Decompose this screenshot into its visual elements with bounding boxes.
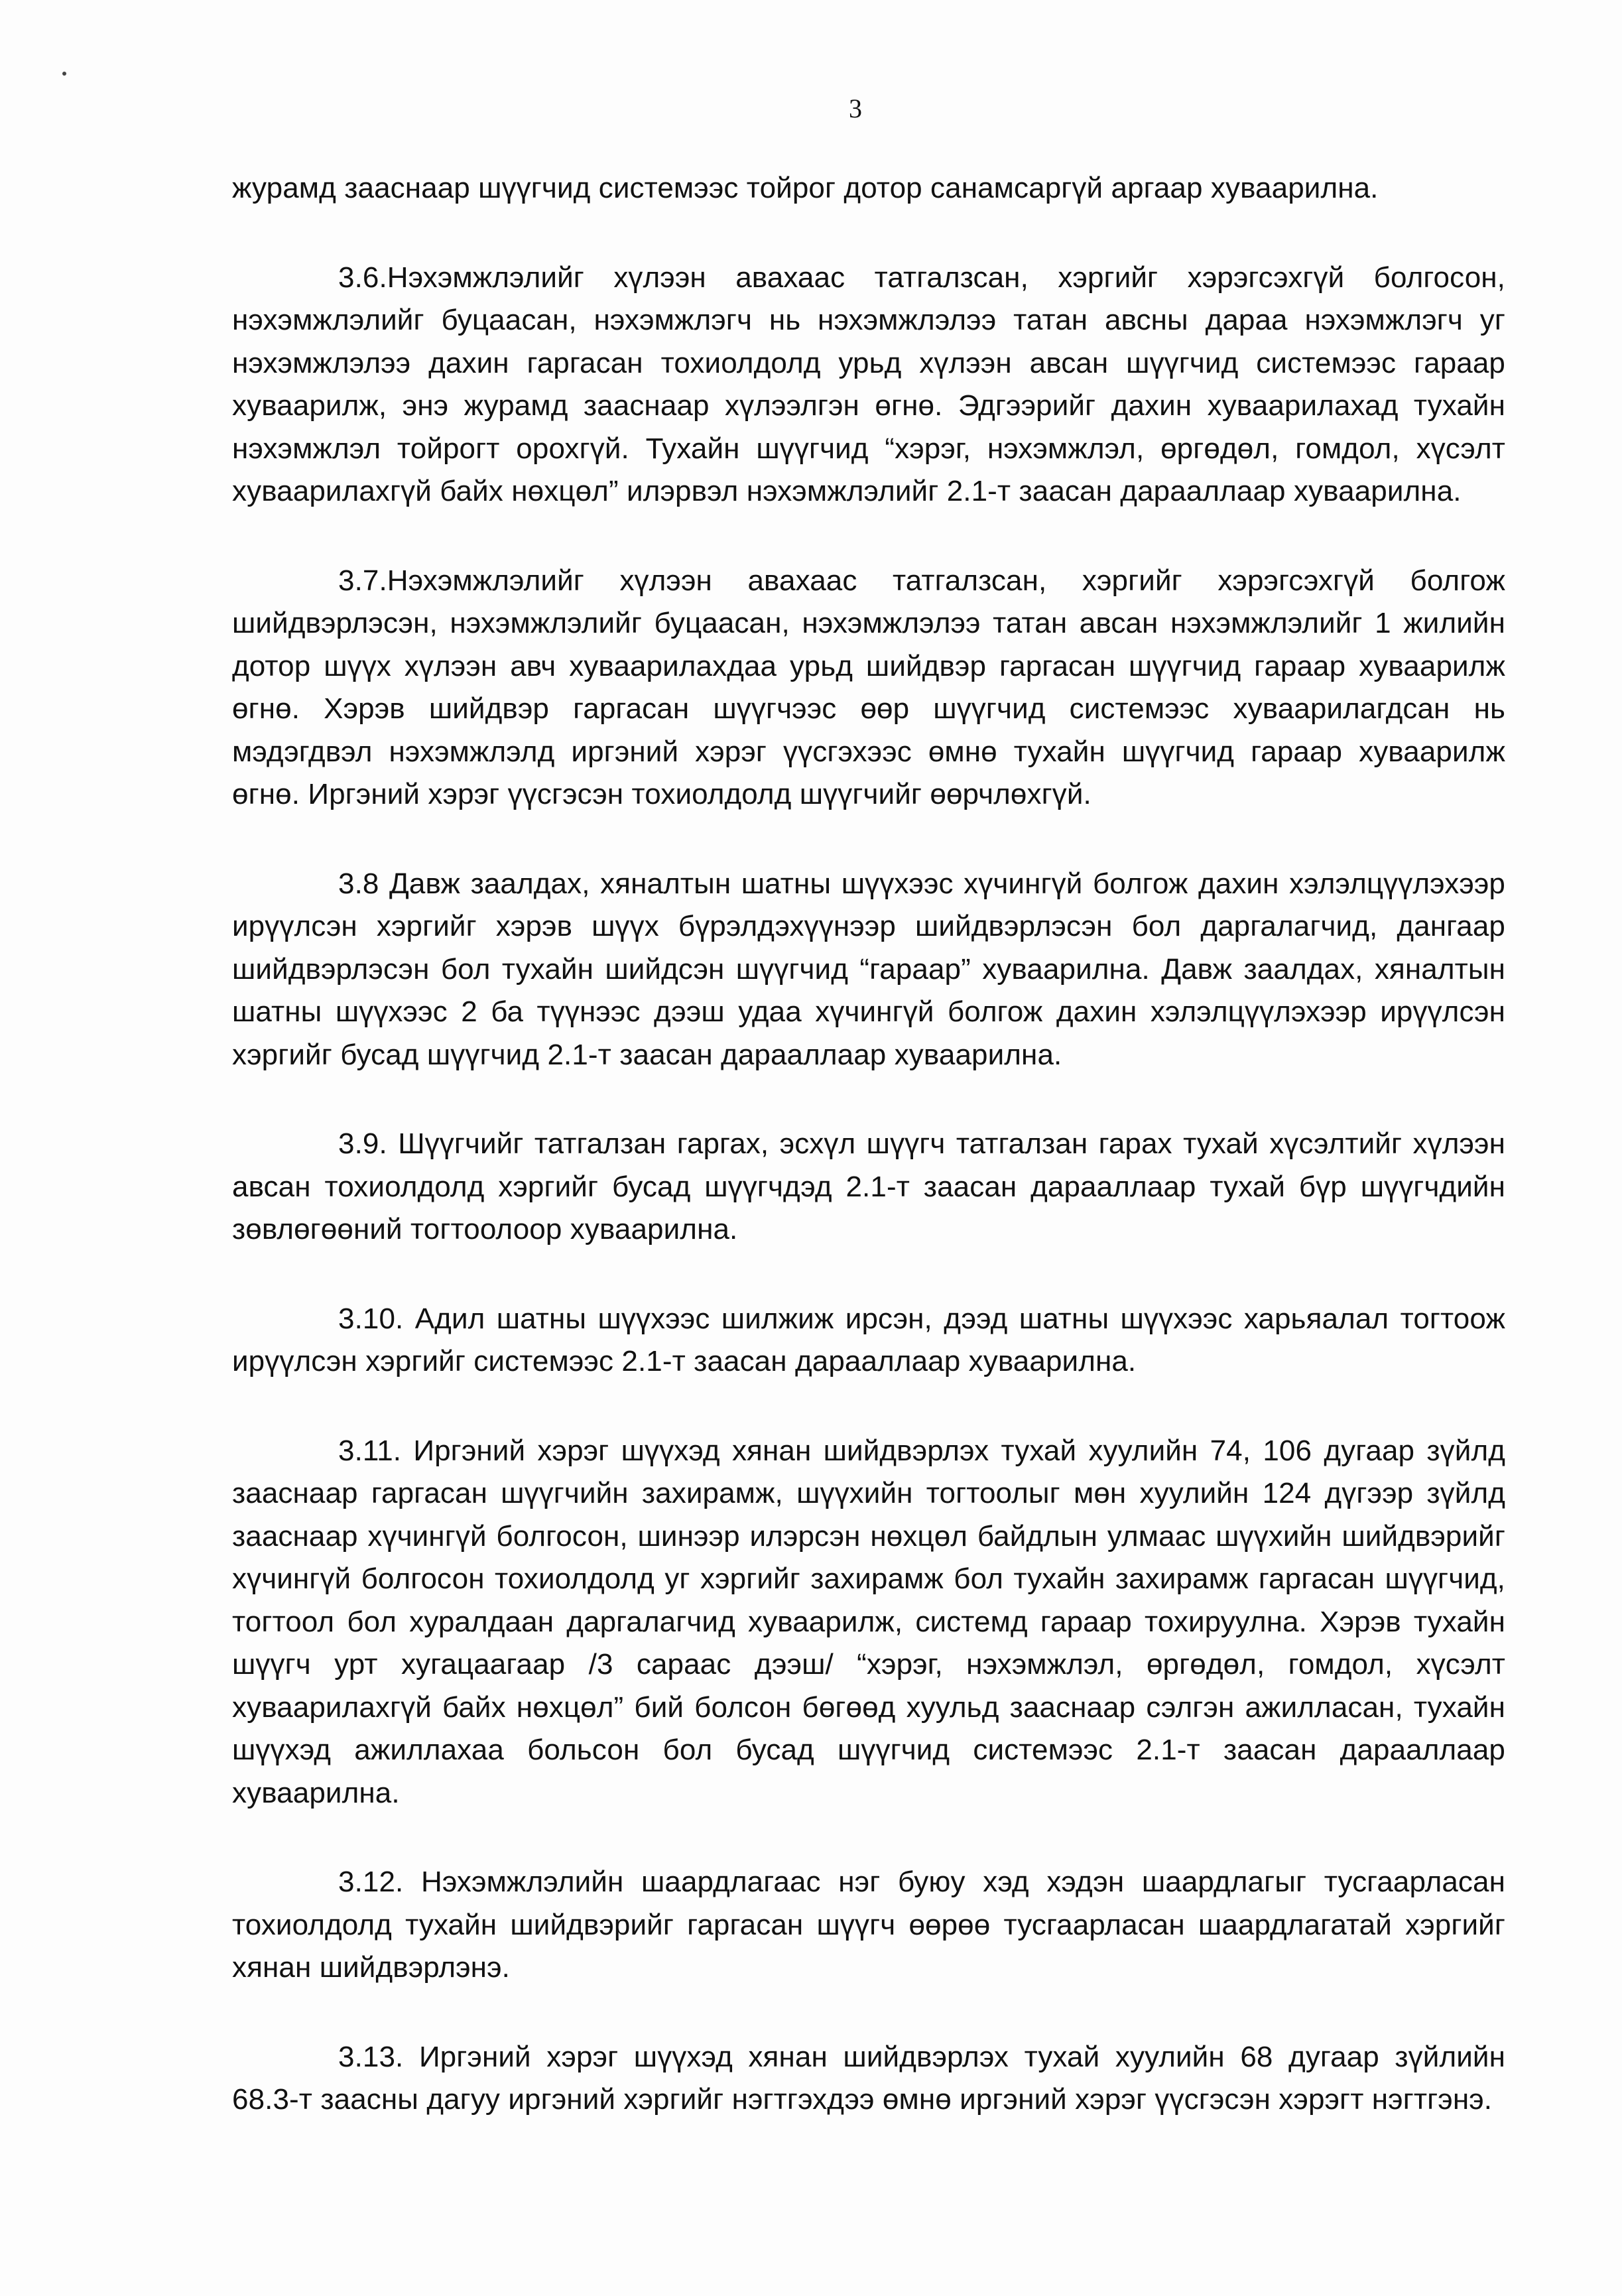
scan-speck xyxy=(62,72,66,76)
paragraph-3-13: 3.13. Иргэний хэрэг шүүхэд хянан шийдвэрлэх тухай хуулийн 68 дугаар зүйлийн 68.3-т заасны дагуу иргэний хэргийг нэгтгэхдээ өмнө иргэний хэрэг үүсгэсэн хэрэгт нэгтгэнэ. xyxy=(232,2040,1505,2116)
document-body xyxy=(232,167,1505,2122)
page-number: 3 xyxy=(849,94,862,123)
paragraph-3-10: 3.10. Адил шатны шүүхээс шилжиж ирсэн, дээд шатны шүүхээс харьяалал тогтоож ирүүлсэн хэргийг системээс 2.1-т заасан дарааллаар хуваарилна. xyxy=(232,1302,1505,1377)
paragraph-3-9: 3.9. Шүүгчийг татгалзан гаргах, эсхүл шүүгч татгалзан гарах тухай хүсэлтийг хүлээн авсан тохиолдолд хэргийг бусад шүүгчдэд 2.1-т заасан дарааллаар тухай бүр шүүгчдийн зөвлөгөөний тогтоолоор хуваарилна. xyxy=(232,1127,1505,1245)
paragraph-3-11: 3.11. Иргэний хэрэг шүүхэд хянан шийдвэрлэх тухай хуулийн 74, 106 дугаар зүйлд зааснаар гаргасан шүүгчийн захирамж, шүүхийн тогтоолыг мөн хуулийн 124 дүгээр зүйлд зааснаар хүчингүй болгосон, шинээр илэрсэн нөхцөл байдлын улмаас шүүхийн шийдвэрийг хүчингүй болгосон тохиолдолд уг хэргийг захирамж бол тухайн захирамж гаргасан шүүгчид, тогтоол бол хуралдаан даргалагчид хуваарилж, системд гараар тохируулна. Хэрэв тухайн шүүгч урт хугацаагаар /3 сараас дээш/ “хэрэг, нэхэмжлэл, өргөдөл, гомдол, хүсэлт хуваарилахгүй байх нөхцөл” бий болсон бөгөөд хуульд зааснаар сэлгэн ажилласан, тухайн шүүхэд ажиллахаа больсон бол бусад шүүгчид системээс 2.1-т заасан дарааллаар хуваарилна. xyxy=(232,1434,1505,1809)
paragraph-3-7: 3.7.Нэхэмжлэлийг хүлээн авахаас татгалзсан, хэргийг хэрэгсэхгүй болгож шийдвэрлэсэн, нэхэмжлэлийг буцаасан, нэхэмжлэлээ татан авсан нэхэмжлэлийг 1 жилийн дотор шүүх хүлээн авч хуваарилахдаа урьд шийдвэр гаргасан шүүгчид гараар хуваарилж өгнө. Хэрэв шийдвэр гаргасан шүүгчээс өөр шүүгчид системээс хуваарилагдсан нь мэдэгдвэл нэхэмжлэлд иргэний хэрэг үүсгэхээс өмнө тухайн шүүгчид гараар хуваарилж өгнө. Иргэний хэрэг үүсгэсэн тохиолдолд шүүгчийг өөрчлөхгүй. xyxy=(232,564,1505,810)
paragraph-3-8: 3.8 Давж заалдах, хяналтын шатны шүүхээс хүчингүй болгож дахин хэлэлцүүлэхээр ирүүлсэн хэргийг хэрэв шүүх бүрэлдэхүүнээр шийдвэрлэсэн бол даргалагчид, дангаар шийдвэрлэсэн бол тухайн шийдсэн шүүгчид “гараар” хуваарилна. Давж заалдах, хяналтын шатны шүүхээс 2 ба түүнээс дээш удаа хүчингүй болгож дахин хэлэлцүүлэхээр ирүүлсэн хэргийг бусад шүүгчид 2.1-т заасан дарааллаар хуваарилна. xyxy=(232,867,1505,1071)
paragraph-continuation: журамд зааснаар шүүгчид системээс тойрог дотор санамсаргүй аргаар хуваарилна. xyxy=(232,172,1379,204)
paragraph-3-12: 3.12. Нэхэмжлэлийн шаардлагаас нэг буюу хэд хэдэн шаардлагыг тусгаарласан тохиолдолд тухайн шийдвэрийг гаргасан шүүгч өөрөө тусгаарласан шаардлагатай хэргийг хянан шийдвэрлэнэ. xyxy=(232,1866,1505,1984)
paragraph-3-6: 3.6.Нэхэмжлэлийг хүлээн авахаас татгалзсан, хэргийг хэрэгсэхгүй болгосон, нэхэмжлэлийг буцаасан, нэхэмжлэгч нь нэхэмжлэлээ татан авсны дараа нэхэмжлэгч уг нэхэмжлэлээ дахин гаргасан тохиолдолд урьд хүлээн авсан шүүгчид системээс гараар хуваарилж, энэ журамд зааснаар хүлээлгэн өгнө. Эдгээрийг дахин хуваарилахад тухайн нэхэмжлэл тойрогт орохгүй. Тухайн шүүгчид “хэрэг, нэхэмжлэл, өргөдөл, гомдол, хүсэлт хуваарилахгүй байх нөхцөл” илэрвэл нэхэмжлэлийг 2.1-т заасан дарааллаар хуваарилна. xyxy=(232,261,1505,507)
